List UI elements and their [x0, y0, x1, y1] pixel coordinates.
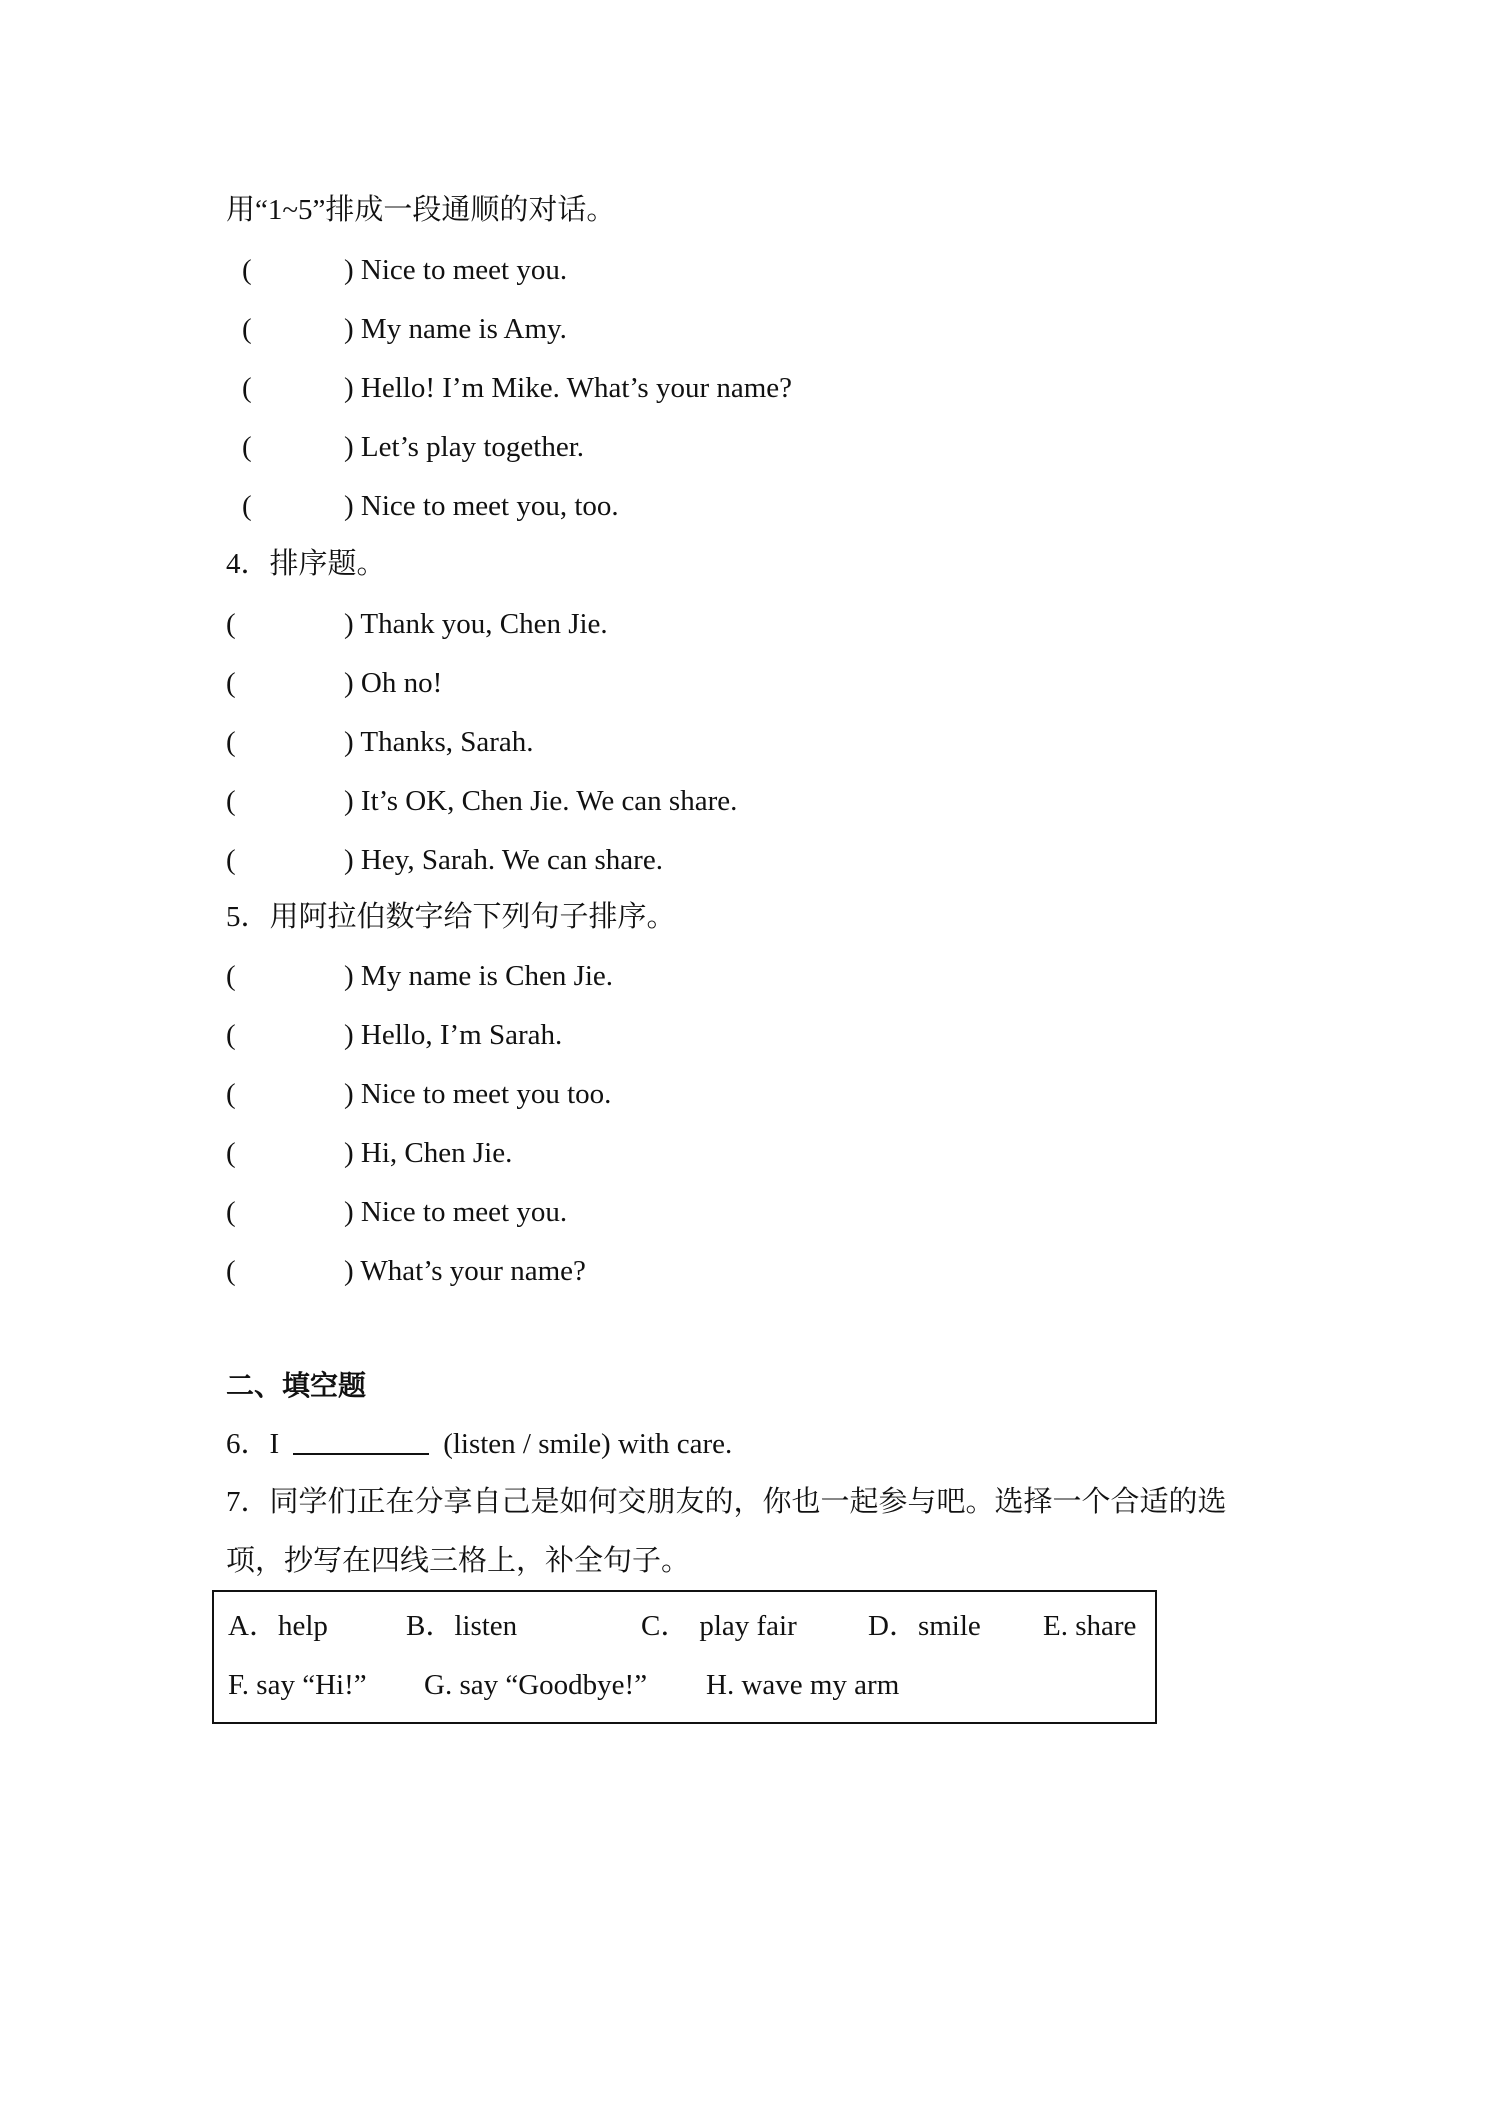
q6-prefix: I [269, 1428, 280, 1460]
options-box [212, 1590, 1157, 1724]
option-c-letter: C． [641, 1610, 690, 1642]
q3-item-3 [226, 370, 792, 406]
answer-blank[interactable]: ( [226, 726, 236, 758]
option-c[interactable] [641, 1608, 797, 1644]
q6-line [226, 1426, 732, 1462]
option-g[interactable]: G. say “Goodbye!” [424, 1669, 648, 1701]
paren-close: ) [344, 490, 354, 522]
answer-blank[interactable]: ( [242, 490, 252, 522]
q7-line-2: 项，抄写在四线三格上，补全句子。 [226, 1545, 691, 1577]
q4-item-2 [226, 665, 442, 701]
sentence: Nice to meet you, too. [360, 490, 619, 522]
sentence: It’s OK, Chen Jie. We can share. [360, 785, 738, 817]
q4-item-5 [226, 842, 663, 878]
fill-in-blank[interactable] [293, 1427, 429, 1455]
answer-blank[interactable]: ( [226, 1019, 236, 1051]
q5-item-6 [226, 1253, 586, 1289]
answer-blank[interactable]: ( [226, 1196, 236, 1228]
q4-instruction [226, 546, 386, 582]
option-c-text: play fair [699, 1610, 797, 1642]
answer-blank[interactable]: ( [242, 372, 252, 404]
sentence: Nice to meet you too. [360, 1078, 612, 1110]
instruction-text: 用阿拉伯数字给下列句子排序。 [269, 901, 676, 933]
option-f[interactable]: F. say “Hi!” [228, 1669, 367, 1701]
section-heading: 二、填空题 [226, 1369, 367, 1402]
sentence: Thank you, Chen Jie. [360, 608, 608, 640]
answer-blank[interactable]: ( [226, 1137, 236, 1169]
answer-blank[interactable]: ( [226, 960, 236, 992]
q5-item-4 [226, 1135, 512, 1171]
q7-line-1 [226, 1484, 1227, 1520]
paren-close: ) [344, 1078, 354, 1110]
paren-close: ) [344, 608, 354, 640]
q3-item-4 [226, 429, 584, 465]
sentence: Thanks, Sarah. [360, 726, 534, 758]
q5-item-2 [226, 1017, 562, 1053]
paren-close: ) [344, 726, 354, 758]
sentence: Nice to meet you. [360, 1196, 568, 1228]
sentence: My name is Chen Jie. [360, 960, 614, 992]
instruction-text: 排序题。 [269, 548, 386, 580]
sentence: My name is Amy. [360, 313, 567, 345]
q7-text-1: 同学们正在分享自己是如何交朋友的，你也一起参与吧。选择一个合适的选 [269, 1486, 1227, 1518]
answer-blank[interactable]: ( [226, 1255, 236, 1287]
q4-item-3 [226, 724, 534, 760]
question-number: 6． [226, 1428, 270, 1460]
answer-blank[interactable]: ( [226, 1078, 236, 1110]
paren-close: ) [344, 313, 354, 345]
paren-close: ) [344, 372, 354, 404]
paren-close: ) [344, 785, 354, 817]
paren-close: ) [344, 1137, 354, 1169]
question-number: 4． [226, 548, 270, 580]
question-number: 7． [226, 1486, 270, 1518]
q3-item-2 [226, 311, 567, 347]
q6-suffix: (listen / smile) with care. [443, 1428, 733, 1460]
option-d[interactable]: D．smile [868, 1610, 981, 1642]
q3-item-5 [226, 488, 619, 524]
sentence: Let’s play together. [360, 431, 585, 463]
sentence: Oh no! [360, 667, 443, 699]
option-e[interactable]: E. share [1043, 1610, 1137, 1642]
sentence: Hello, I’m Sarah. [360, 1019, 563, 1051]
paren-close: ) [344, 431, 354, 463]
q5-instruction [226, 899, 676, 935]
sentence: Hello! I’m Mike. What’s your name? [360, 372, 793, 404]
q5-item-5 [226, 1194, 567, 1230]
paren-close: ) [344, 1019, 354, 1051]
answer-blank[interactable]: ( [226, 844, 236, 876]
sentence: Nice to meet you. [360, 254, 568, 286]
answer-blank[interactable]: ( [242, 431, 252, 463]
answer-blank[interactable]: ( [226, 785, 236, 817]
q3-item-1 [226, 252, 567, 288]
q5-item-3 [226, 1076, 611, 1112]
option-h[interactable]: H. wave my arm [706, 1669, 900, 1701]
sentence: Hi, Chen Jie. [360, 1137, 513, 1169]
paren-close: ) [344, 1196, 354, 1228]
answer-blank[interactable]: ( [242, 313, 252, 345]
sentence: What’s your name? [360, 1255, 586, 1287]
paren-close: ) [344, 1255, 354, 1287]
paren-close: ) [344, 960, 354, 992]
answer-blank[interactable]: ( [226, 608, 236, 640]
q3-instruction: 用“1~5”排成一段通顺的对话。 [226, 194, 616, 226]
paren-close: ) [344, 844, 354, 876]
paren-close: ) [344, 667, 354, 699]
q4-item-1 [226, 606, 608, 642]
paren-close: ) [344, 254, 354, 286]
sentence: Hey, Sarah. We can share. [360, 844, 663, 876]
q5-item-1 [226, 958, 613, 994]
answer-blank[interactable]: ( [226, 667, 236, 699]
question-number: 5． [226, 901, 270, 933]
option-a[interactable]: A．help [228, 1610, 328, 1642]
answer-blank[interactable]: ( [242, 254, 252, 286]
option-b[interactable]: B．listen [406, 1610, 518, 1642]
q4-item-4 [226, 783, 737, 819]
